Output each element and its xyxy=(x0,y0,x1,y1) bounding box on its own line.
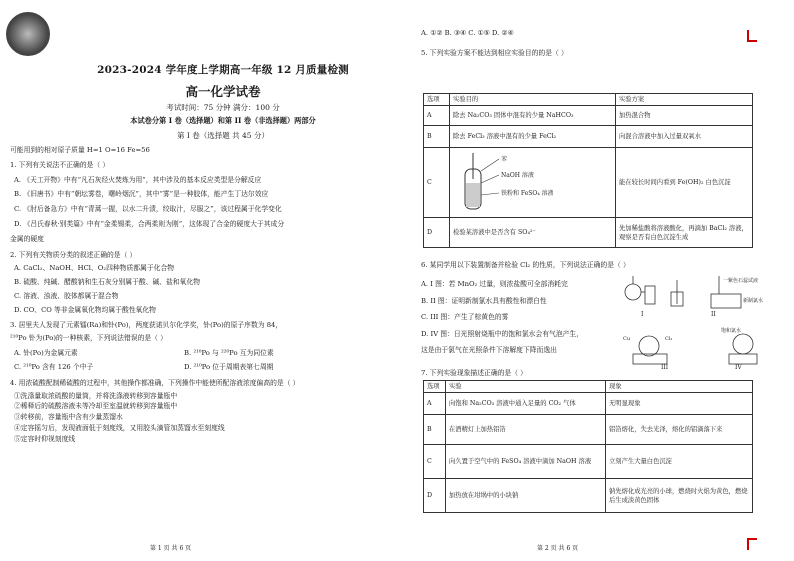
table-cell: A xyxy=(424,393,446,415)
figure-label: II xyxy=(711,311,716,318)
table-header: 实验目的 xyxy=(450,94,616,106)
q3-option-d: D. ²¹⁰Po 位于周期表第七周期 xyxy=(184,362,274,371)
table-cell: 加热混合物 xyxy=(616,106,753,126)
q3-stem-cont: ²¹⁰Po 钋为(Po)的一种核素，下列说法错误的是（ ） xyxy=(10,334,167,343)
q1-stem: 1. 下列有关说法不正确的是（ ） xyxy=(10,160,110,169)
figure-label: 新制氯水 xyxy=(743,298,764,304)
table-cell: C xyxy=(424,148,450,218)
q6-option: B. II 图：证明新制氯水具有酸性和漂白性 xyxy=(421,296,547,305)
table-header: 选项 xyxy=(424,94,450,106)
q5-table xyxy=(423,93,753,248)
q6-apparatus-figure xyxy=(619,270,769,370)
table-header: 实验 xyxy=(446,381,606,393)
q6-option: D. IV 图：日光照射烧瓶中的饱和氯水会有气泡产生， xyxy=(421,330,584,339)
q4-item: ③转移前，容量瓶中含有少量蒸馏水 xyxy=(14,413,123,422)
page-footer-2: 第 2 页 共 6 页 xyxy=(537,545,579,552)
figure-label: IV xyxy=(735,364,742,370)
figure-label: 苯 xyxy=(501,156,508,163)
part1-heading: 第 I 卷（选择题 共 45 分） xyxy=(177,131,269,140)
q2-option: D. CO、CO 等非金属氧化物均属于酸性氧化物 xyxy=(14,305,156,314)
table-row xyxy=(424,479,753,513)
q4-item: ⑤定容时仰视刻度线 xyxy=(14,434,76,443)
figure-label: Cl₂ xyxy=(665,336,673,342)
q1-option: B. 《旧唐书》中有“朝坛雾卷，曙岭烟沉”，其中“雾”是一种胶体，能产生丁达尔效应 xyxy=(14,190,269,199)
table-cell: B xyxy=(424,415,446,445)
table-row xyxy=(424,126,753,148)
table-header: 现象 xyxy=(606,381,753,393)
test-tube-figure xyxy=(453,149,553,213)
q4-item: ①洗涤量取浓硫酸的量筒，并将洗涤液转移到容量瓶中 xyxy=(14,391,178,400)
q6-stem: 6. 某同学用以下装置制备并检验 Cl₂ 的性质，下列说法正确的是（ ） xyxy=(421,261,630,269)
figure-label: NaOH 溶液 xyxy=(501,172,534,179)
page-2 xyxy=(397,0,794,561)
q7-block xyxy=(421,368,783,379)
figure-label: III xyxy=(661,364,669,370)
table-cell: 无明显现象 xyxy=(606,393,753,415)
table-cell: 检验某溶液中是否含有 SO₄²⁻ xyxy=(450,218,616,248)
corner-mark xyxy=(747,30,757,42)
q1-option-cont: 金属的硬度 xyxy=(10,234,44,243)
table-cell: C xyxy=(424,445,446,479)
table-row xyxy=(424,106,753,126)
exam-subtitle: 高一化学试卷 xyxy=(185,84,261,99)
q3-options-row1 xyxy=(10,348,388,359)
q6-option-cont: 这是由于氯气在光照条件下溶解度下降而逸出 xyxy=(421,345,557,354)
table-row xyxy=(424,218,753,248)
q3-option-c: C. ²¹⁰Po 含有 126 个中子 xyxy=(14,362,94,371)
q2-option: A. CaCl₂、NaOH、HCl、O₂四种物质都属于化合物 xyxy=(14,264,175,273)
q4-item: ②稀释后的硫酸溶液未等冷却至室温就转移到容量瓶中 xyxy=(14,402,178,411)
table-cell: 加热放在坩埚中的小块钠 xyxy=(446,479,606,513)
figure-label: 饱和氯水 xyxy=(721,328,742,334)
q7-table xyxy=(423,380,753,513)
q5c-figure-cell xyxy=(450,148,616,218)
table-row xyxy=(424,393,753,415)
table-cell: 除去 Na₂CO₃ 固体中混有的少量 NaHCO₃ xyxy=(450,106,616,126)
table-cell: 除去 FeCl₃ 溶液中混有的少量 FeCl₂ xyxy=(450,126,616,148)
table-cell: D xyxy=(424,479,446,513)
table-cell: 在酒精灯上加热铝箔 xyxy=(446,415,606,445)
table-header-row xyxy=(424,94,753,106)
figure-label: 铁粉和 FeSO₄ 溶液 xyxy=(501,190,553,197)
q3-stem: 3. 居里夫人发现了元素镭(Ra)和钋(Po)，两度获诺贝尔化学奖，钋(Po)的原子序数为 84， xyxy=(10,320,283,329)
table-cell: 先加稀盐酸将溶液酸化，再滴加 BaCl₂ 溶液，观察是否有白色沉淀生成 xyxy=(616,218,753,248)
table-cell: 向久置于空气中的 FeSO₄ 溶液中滴加 NaOH 溶液 xyxy=(446,445,606,479)
q2-option: B. 硫酸、纯碱、醋酸钠和生石灰分别属于酸、碱、盐和氧化物 xyxy=(14,278,201,287)
table-row xyxy=(424,415,753,445)
q6-option: C. III 图：产生了棕黄色的雾 xyxy=(421,313,509,322)
table-cell: A xyxy=(424,106,450,126)
q7-stem: 7. 下列实验现象描述正确的是（ ） xyxy=(421,369,527,377)
figure-label: 一紫色石蕊试液 xyxy=(723,278,759,284)
q6-option: A. I 图：若 MnO₂ 过量，则浓盐酸可全部消耗完 xyxy=(421,279,568,288)
table-row xyxy=(424,148,753,218)
corner-mark xyxy=(747,538,757,550)
table-cell: 向混合溶液中加入过量双氧水 xyxy=(616,126,753,148)
exam-info: 考试时间：75 分钟 满分：100 分 xyxy=(166,103,280,112)
exam-title: 2023-2024 学年度上学期高一年级 12 月质量检测 xyxy=(97,64,349,76)
table-cell: 钠先熔化成光亮的小球，燃烧时火焰为黄色，燃烧后生成淡黄色固体 xyxy=(606,479,753,513)
table-cell: B xyxy=(424,126,450,148)
q2-stem: 2. 下列有关物质分类的叙述正确的是（ ） xyxy=(10,250,137,259)
table-cell: 立刻产生大量白色沉淀 xyxy=(606,445,753,479)
q3-option-a: A. 钋(Po)为金属元素 xyxy=(14,349,78,358)
table-row xyxy=(424,445,753,479)
school-seal-logo xyxy=(6,12,50,56)
q1-option: C. 《肘后备急方》中有“青蒿一握，以水二升渍，绞取汁，尽服之”，该过程属于化学变化 xyxy=(14,205,282,214)
q3-option-b: B. ²¹⁰Po 与 ²²⁰Po 互为同位素 xyxy=(184,349,274,358)
question-block-right xyxy=(421,28,783,59)
q3-options-row2 xyxy=(10,362,388,373)
question-block-left xyxy=(10,145,388,445)
q1-option: D. 《吕氏春秋·别类篇》中有“金柔锡柔，合两柔则为刚”，这体现了合金的硬度大于其成分 xyxy=(14,219,285,228)
q4-answer-options: A. ①② B. ③④ C. ①⑤ D. ②④ xyxy=(421,29,514,37)
figure-label: I xyxy=(641,311,644,318)
atomic-mass: 可能用到的相对原子质量 H=1 O=16 Fe=56 xyxy=(10,146,150,154)
table-header-row xyxy=(424,381,753,393)
table-cell: 向饱和 Na₂CO₃ 溶液中通入足量的 CO₂ 气体 xyxy=(446,393,606,415)
table-header: 选项 xyxy=(424,381,446,393)
q4-stem: 4. 用浓硫酸配制稀硫酸的过程中，其他操作都准确，下列操作中能使所配溶液浓度偏高的是（ ） xyxy=(10,378,300,387)
figure-label: Cu xyxy=(623,336,631,342)
q4-item: ④定容摇匀后，发现液面低于刻度线，又用胶头滴管加蒸馏水至刻度线 xyxy=(14,423,225,432)
table-header: 实验方案 xyxy=(616,94,753,106)
exam-structure: 本试卷分第 I 卷（选择题）和第 II 卷（非选择题）两部分 xyxy=(130,116,316,125)
table-cell: 能在较长时间内看到 Fe(OH)₂ 白色沉淀 xyxy=(616,148,753,218)
table-cell: D xyxy=(424,218,450,248)
q5-stem: 5. 下列实验方案不能达到相应实验目的的是（ ） xyxy=(421,48,568,57)
q1-option: A. 《天工开物》中有“凡石灰经火焚炼为用”，其中涉及的基本反应类型是分解反应 xyxy=(14,175,262,184)
table-cell: 铝箔熔化，失去光泽，熔化的铝滴落下来 xyxy=(606,415,753,445)
q2-option: C. 溶液、浊液、胶体都属于混合物 xyxy=(14,291,119,300)
page-footer-1: 第 1 页 共 6 页 xyxy=(150,545,192,552)
